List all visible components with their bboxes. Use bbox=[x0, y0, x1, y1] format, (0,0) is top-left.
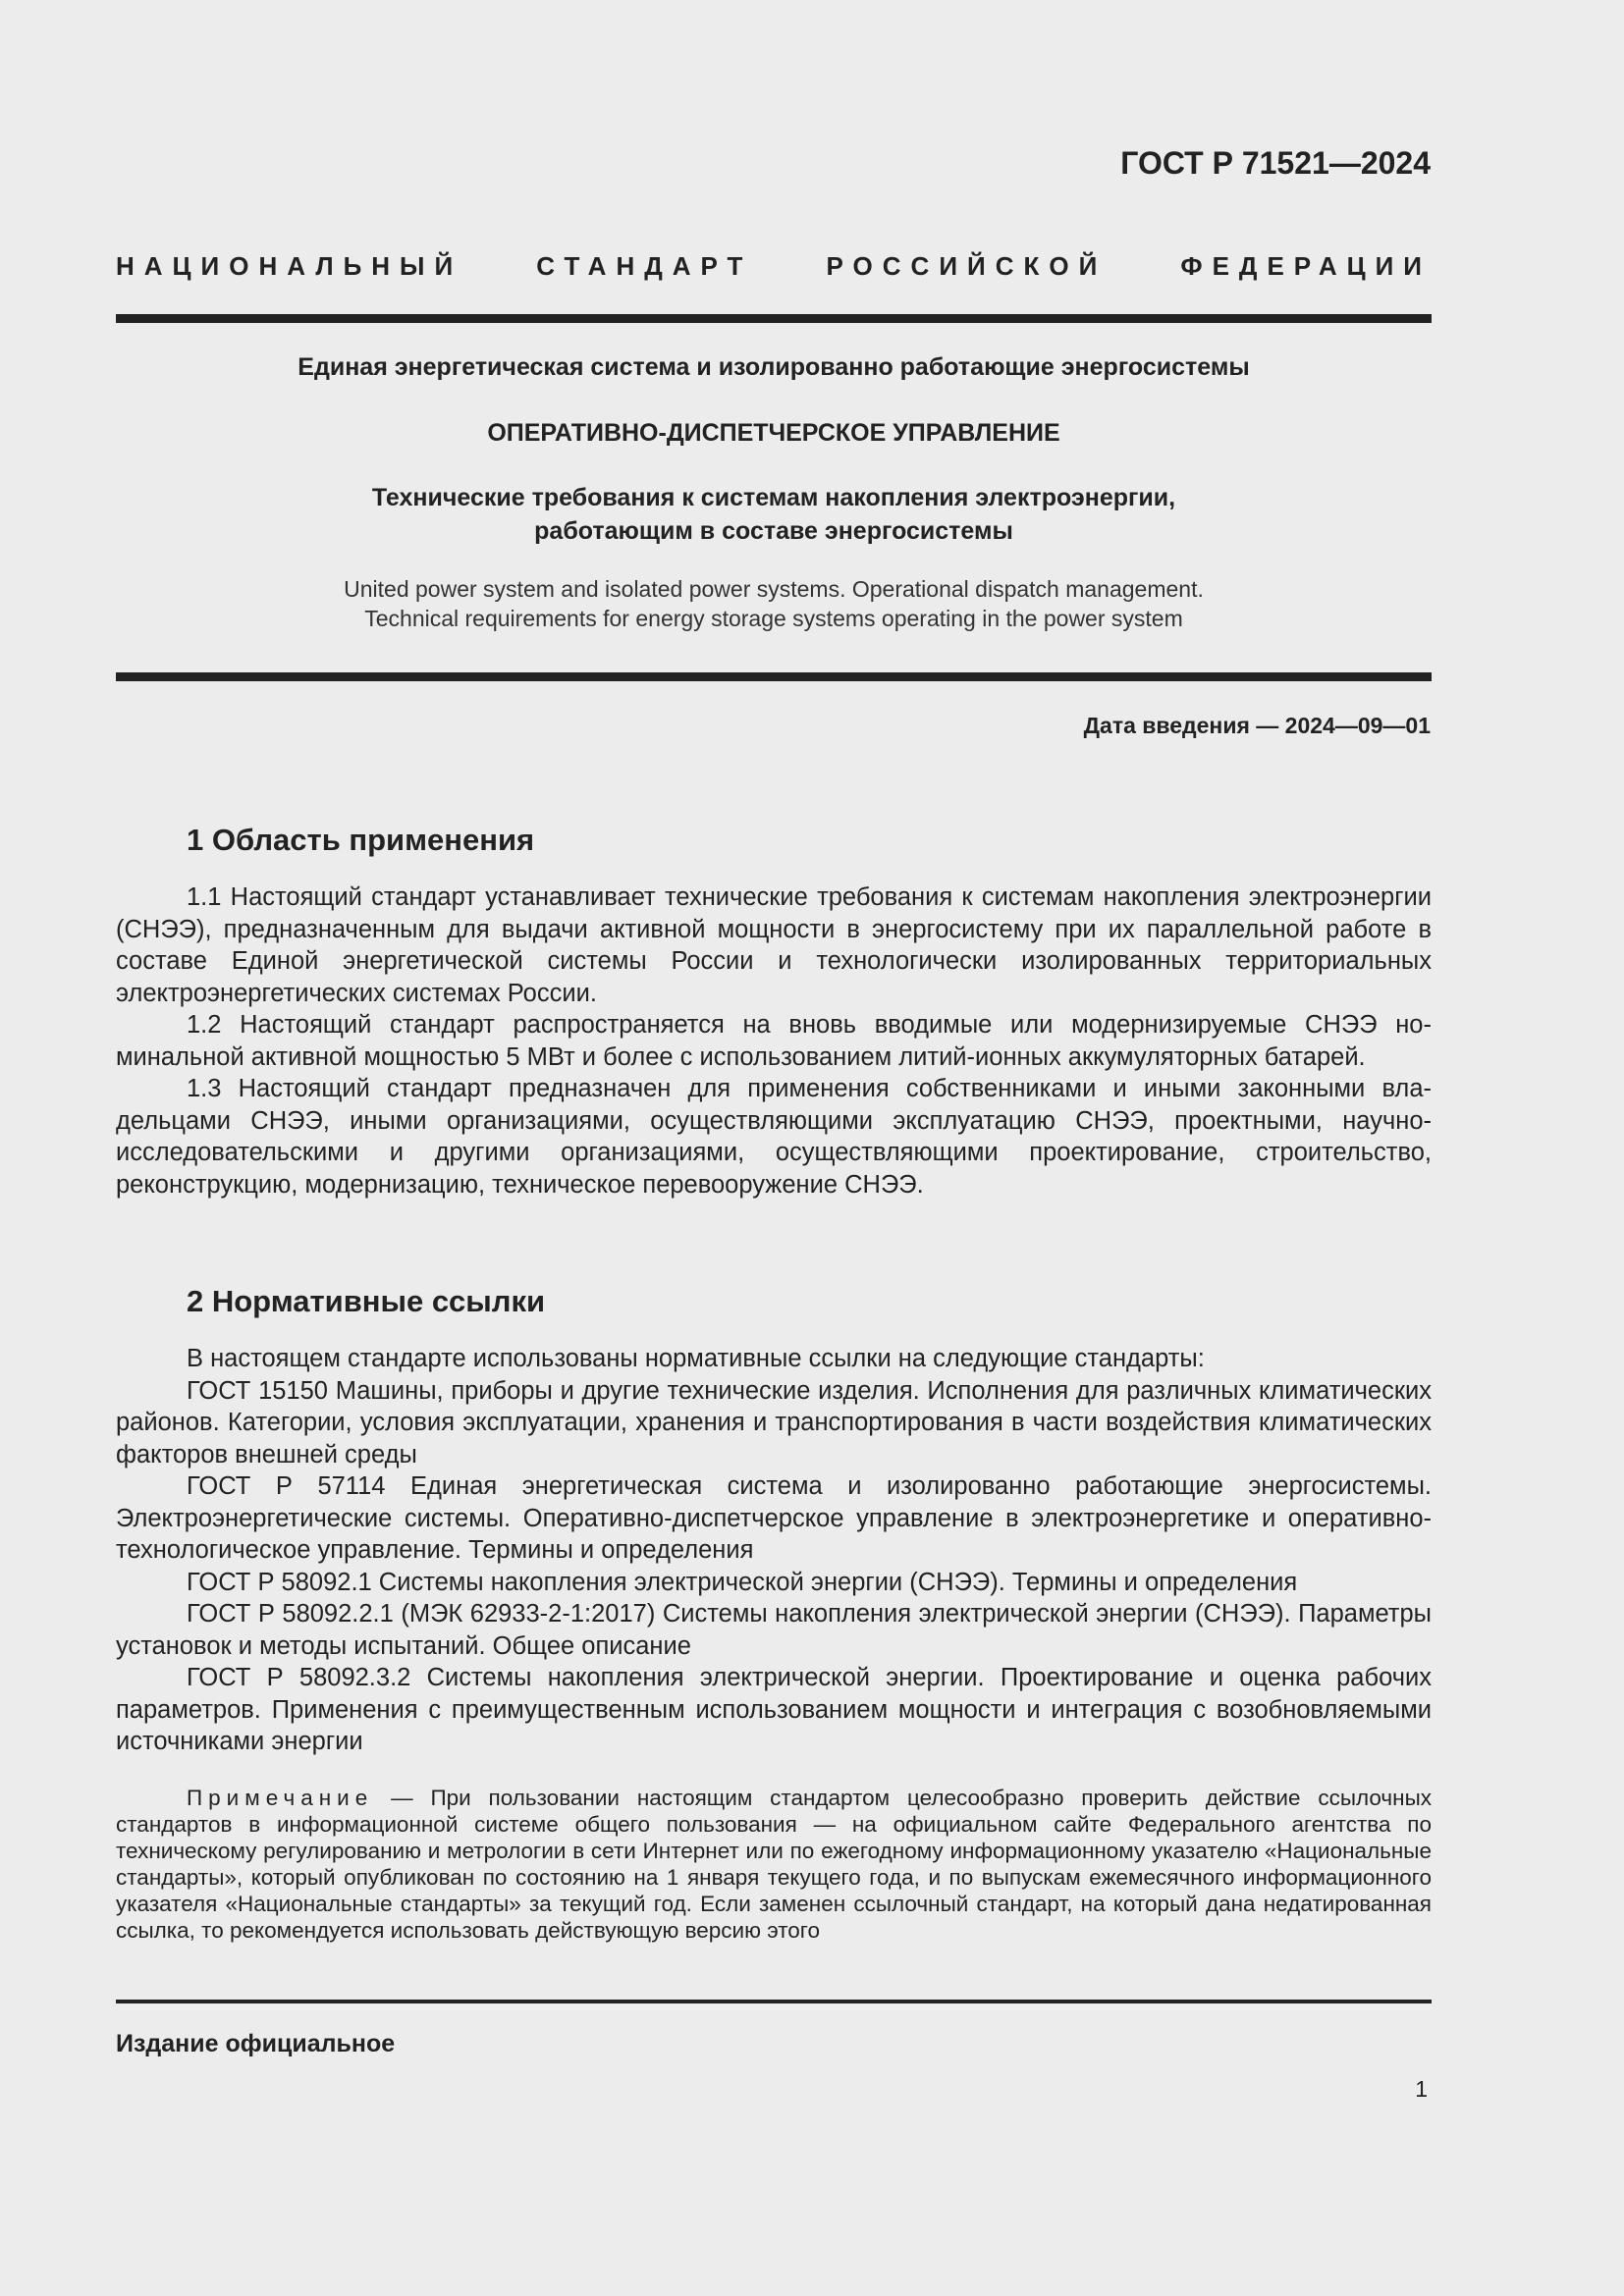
page-number: 1 bbox=[1415, 2076, 1428, 2102]
english-title-b: Technical requirements for energy storage systems operating in the power system bbox=[364, 606, 1183, 631]
section-2-heading: 2 Нормативные ссылки bbox=[187, 1284, 546, 1318]
reference-gost-r-58092-2-1: ГОСТ Р 58092.2.1 (МЭК 62933-2-1:2017) Системы накопления электрической энергии (СНЭЭ). Параметры установок и методы испытаний. Общее описание bbox=[116, 1600, 1432, 1660]
header-divider bbox=[116, 314, 1432, 323]
title-line-2: ОПЕРАТИВНО-ДИСПЕТЧЕРСКОЕ УПРАВЛЕНИЕ bbox=[487, 419, 1060, 447]
reference-gost-r-58092-3-2: ГОСТ Р 58092.3.2 Системы накопления электрической энергии. Проектирование и оценка рабочих параметров. Применения с преимущественным использованием мощности и интеграция с возобновляемыми источниками энергии bbox=[116, 1664, 1432, 1755]
title-line-1: Единая энергетическая система и изолированно работающие энергосистемы bbox=[298, 353, 1250, 381]
reference-gost-r-58092-1: ГОСТ Р 58092.1 Системы накопления электрической энергии (СНЭЭ). Термины и определения bbox=[187, 1568, 1298, 1596]
english-title-a: United power system and isolated power systems. Operational dispatch management. bbox=[344, 576, 1204, 602]
reference-gost-15150: ГОСТ 15150 Машины, приборы и другие технические изделия. Исполнения для различных климатических районов. Категории, условия эксплуатации, хранения и транспортирования в части воздействия климатических факторов внешней среды bbox=[116, 1376, 1432, 1468]
english-title bbox=[116, 574, 1432, 633]
section-1-body bbox=[116, 881, 1432, 1201]
title-line-3a: Технические требования к системам накопления электроэнергии, bbox=[371, 484, 1176, 511]
references-intro: В настоящем стандарте использованы нормативные ссылки на следующие стандарты: bbox=[187, 1345, 1205, 1372]
date-of-introduction: Дата введения — 2024—09—01 bbox=[1083, 713, 1431, 738]
national-standard-header: НАЦИОНАЛЬНЫЙ СТАНДАРТ РОССИЙСКОЙ ФЕДЕРАЦИИ bbox=[116, 251, 1432, 281]
document-number: ГОСТ Р 71521—2024 bbox=[1120, 145, 1431, 181]
paragraph-1-1: 1.1 Настоящий стандарт устанавливает технические требования к системам накопления электроэнергии (СНЭЭ), предназначенным для выдачи активной мощности в энергосистему при их параллельной работе в составе Единой энергетической системы России и технологически изолированных территориальных электроэнергетических системах России. bbox=[116, 883, 1432, 1007]
section-1-heading: 1 Область применения bbox=[187, 823, 535, 857]
title-line-3b: работающим в составе энергосистемы bbox=[534, 517, 1013, 545]
references-note bbox=[116, 1785, 1432, 1944]
paragraph-1-2: 1.2 Настоящий стандарт распространяется на вновь вводимые или модернизируемые СНЭЭ номинальной активной мощностью 5 МВт и более с использованием литий-ионных аккумуляторных батарей. bbox=[116, 1011, 1432, 1071]
section-2-body bbox=[116, 1343, 1432, 1758]
title-line-3 bbox=[116, 481, 1432, 548]
official-edition-label: Издание официальное bbox=[116, 2030, 396, 2057]
footer-divider bbox=[116, 2000, 1432, 2003]
paragraph-1-3: 1.3 Настоящий стандарт предназначен для применения собственниками и иными законными владельцами СНЭЭ, иными организациями, осуществляющими эксплуатацию СНЭЭ, проектными, научно-исследовательскими и другими организациями, осуществляющими проектирование, строительство, реконструкцию, модернизацию, техническое перевооружение СНЭЭ. bbox=[116, 1075, 1432, 1199]
reference-gost-r-57114: ГОСТ Р 57114 Единая энергетическая система и изолированно работающие энергосистемы. Электроэнергетические системы. Оперативно-диспетчерское управление в электроэнергетике и оперативно-технологическое управление. Термины и определения bbox=[116, 1472, 1432, 1564]
title-divider bbox=[116, 672, 1432, 681]
note-text: — При пользовании настоящим стандартом целесообразно проверить действие ссылочных стандартов в информационной системе общего пользования — на официальном сайте Федерального агентства по техническому регулированию и метрологии в сети Интернет или по ежегодному информационному указателю «Национальные стандарты», который опубликован по состоянию на 1 января текущего года, и по выпускам ежемесячного информационного указателя «Национальные стандарты» за текущий год. Если заменен ссылочный стандарт, на который дана недатированная ссылка, то рекомендуется использовать действующую версию этого bbox=[116, 1786, 1432, 1943]
note-label: Примечание bbox=[187, 1786, 374, 1810]
